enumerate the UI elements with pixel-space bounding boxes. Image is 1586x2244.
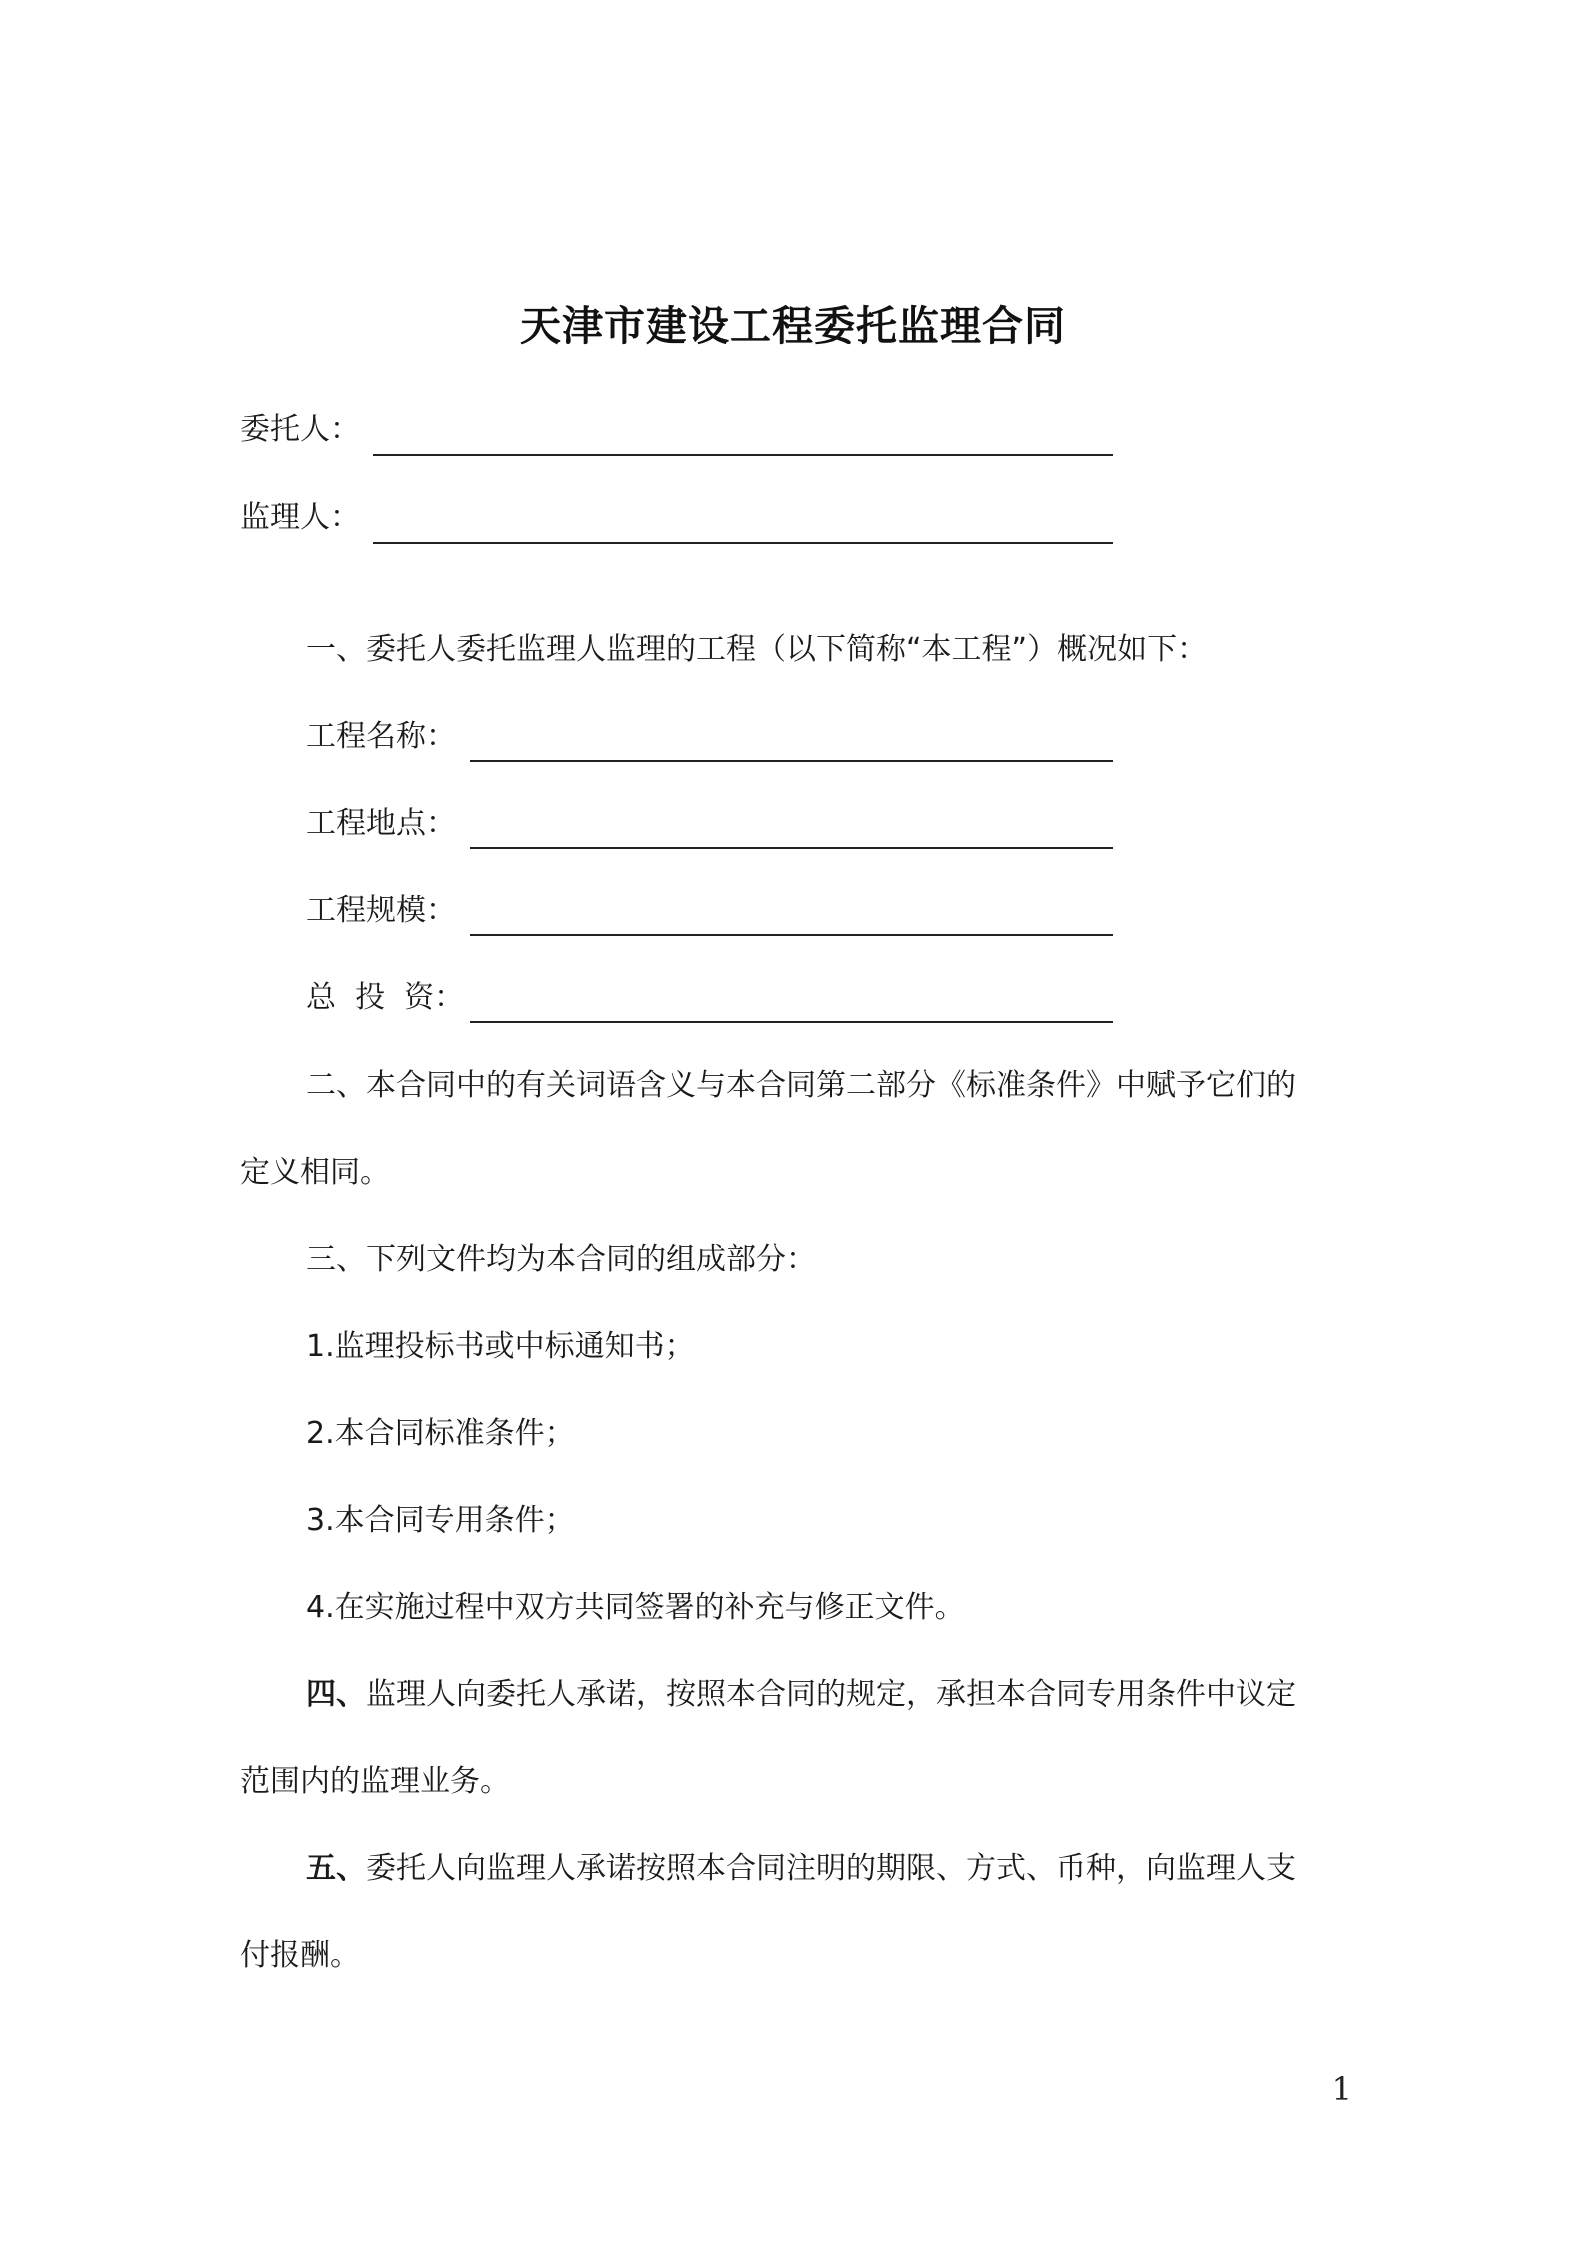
client-blank-line	[373, 454, 1113, 456]
section2-line2: 定义相同。	[240, 1155, 390, 1190]
client-label: 委托人：	[240, 412, 360, 447]
section4-number: 四、	[306, 1677, 366, 1712]
section3-item-1: 1.监理投标书或中标通知书；	[306, 1329, 695, 1364]
supervisor-label: 监理人：	[240, 500, 360, 535]
project-scale-label: 工程规模：	[306, 893, 456, 928]
section3-item-4: 4.在实施过程中双方共同签署的补充与修正文件。	[306, 1590, 965, 1625]
section4-text: 监理人向委托人承诺，按照本合同的规定，承担本合同专用条件中议定	[366, 1677, 1296, 1712]
project-scale-blank-line	[470, 934, 1113, 936]
document-title: 天津市建设工程委托监理合同	[520, 302, 1066, 350]
section5-line2: 付报酬。	[240, 1938, 360, 1973]
section2-line1: 二、本合同中的有关词语含义与本合同第二部分《标准条件》中赋予它们的	[306, 1068, 1296, 1103]
client-field	[240, 410, 360, 450]
section1-heading: 一、委托人委托监理人监理的工程（以下简称“本工程”）概况如下：	[306, 632, 1208, 667]
project-name-label: 工程名称：	[306, 719, 456, 754]
total-investment-label: 总 投 资：	[306, 980, 465, 1015]
section3-item-3: 3.本合同专用条件；	[306, 1503, 575, 1538]
supervisor-field	[240, 498, 360, 538]
supervisor-blank-line	[373, 542, 1113, 544]
project-location-blank-line	[470, 847, 1113, 849]
section5-number: 五、	[306, 1851, 366, 1886]
project-location-label: 工程地点：	[306, 806, 456, 841]
section4-line2: 范围内的监理业务。	[240, 1764, 510, 1799]
section5-text: 委托人向监理人承诺按照本合同注明的期限、方式、币种，向监理人支	[366, 1851, 1296, 1886]
page-number: 1	[1331, 2070, 1352, 2108]
total-investment-blank-line	[470, 1021, 1113, 1023]
section3-item-2: 2.本合同标准条件；	[306, 1416, 575, 1451]
section3-heading: 三、下列文件均为本合同的组成部分：	[306, 1242, 816, 1277]
section5-line1	[306, 1849, 1296, 1889]
project-name-blank-line	[470, 760, 1113, 762]
section4-line1	[306, 1675, 1296, 1715]
